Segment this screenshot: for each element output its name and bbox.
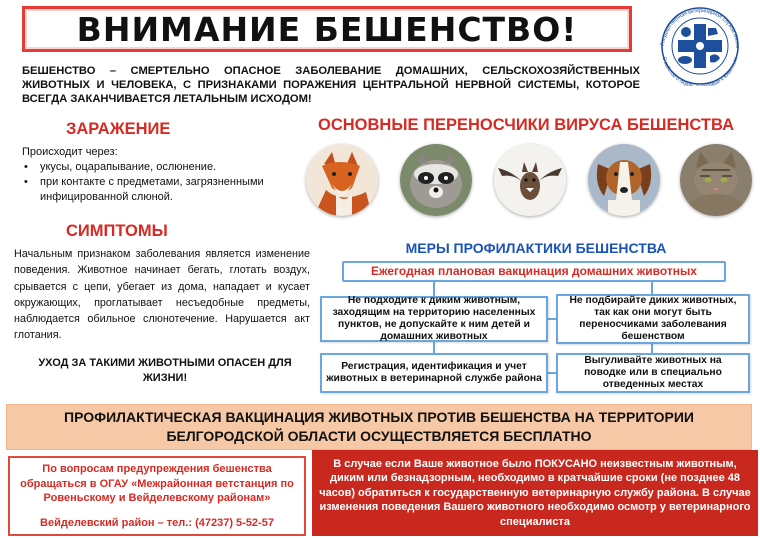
infection-section	[22, 145, 312, 205]
measure-text: Не подбирайте диких животных, так как они могут быть переносчиками заболевания бешенством	[569, 295, 737, 342]
care-warning: УХОД ЗА ТАКИМИ ЖИВОТНЫМИ ОПАСЕН ДЛЯ ЖИЗНИ!	[38, 357, 292, 384]
connector-line	[433, 282, 435, 296]
carriers-photos	[306, 144, 752, 220]
list-item: • укусы, оцарапывание, ослюнение.	[22, 160, 312, 175]
symptoms-text: Начальным признаком заболевания является изменение поведения. Животное начинает бегать, глотать воздух, срывается с цепи, убегает из дома, нападает и кусает окружающих, проглатывает несъедобные предметы, наблюдается обильное слюнотечение. Нарушается акт глотания.	[14, 248, 310, 342]
measure-box	[320, 353, 548, 393]
connector-line	[433, 342, 435, 353]
banner-line: БЕЛГОРОДСКОЙ ОБЛАСТИ ОСУЩЕСТВЛЯЕТСЯ БЕСПЛАТНО	[166, 428, 592, 444]
infection-title: ЗАРАЖЕНИЕ	[66, 120, 171, 138]
bite-notice	[312, 450, 758, 536]
intro-text: БЕШЕНСТВО – СМЕРТЕЛЬНО ОПАСНОЕ ЗАБОЛЕВАНИЕ ДОМАШНИХ, СЕЛЬСКОХОЗЯЙСТВЕННЫХ ЖИВОТНЫХ И ЧЕЛОВЕКА, С ПРИЗНАКАМИ ПОРАЖЕНИЯ ЦЕНТРАЛЬНОЙ НЕРВНОЙ СИСТЕМЫ, КОТОРОЕ ВСЕГДА ЗАКАНЧИВАЕТСЯ ЛЕТАЛЬНЫМ ИСХОДОМ!	[22, 65, 640, 105]
connector-line	[548, 318, 556, 320]
connector-line	[651, 282, 653, 294]
raccoon-photo	[400, 144, 472, 216]
veterinary-emblem-icon	[648, 4, 752, 86]
measure-text: Не подходите к диким животным, заходящим на территорию населенных пунктов, не допускайте к ним детей и домашних животных	[332, 295, 536, 342]
measure-box	[320, 296, 548, 342]
emblem-ring-text-bottom: С заботой о людя овью к животным	[660, 56, 740, 86]
measure-text: Выгуливайте животных на поводке или в специально отведенных местах	[584, 355, 722, 390]
contact-phone: Вейделевский район – тел.: (47237) 5-52-57	[40, 516, 274, 529]
contact-text: По вопросам предупреждения бешенства обращаться в ОГАУ «Межрайонная ветстанция по Ровеньскому и Вейделевскому районам»	[20, 463, 294, 504]
bite-notice-text: В случае если Ваше животное было ПОКУСАНО неизвестным животным, диким или безнадзорным, необходимо в кратчайшие сроки (не позднее 48 часов) обратиться к государственную ветеринарную службу района. В случае изменения поведения Вашего животного необходимо осмотр у ветеринарного специалиста	[319, 457, 751, 528]
list-item: • при контакте с предметами, загрязненными инфицированной слюной.	[22, 175, 312, 205]
title-banner	[22, 6, 632, 52]
dog-photo	[588, 144, 660, 216]
contact-box	[8, 456, 306, 536]
infection-lead: Происходит через:	[22, 146, 118, 158]
connector-line	[548, 372, 556, 374]
emblem-ring-text: Государственная ветеринарная служба Белго	[660, 7, 741, 49]
symptoms-title: СИМПТОМЫ	[66, 222, 168, 240]
measure-box	[556, 353, 750, 393]
banner-line: ПРОФИЛАКТИЧЕСКАЯ ВАКЦИНАЦИЯ ЖИВОТНЫХ ПРОТИВ БЕШЕНСТВА НА ТЕРРИТОРИИ	[64, 409, 694, 425]
prevention-title: МЕРЫ ПРОФИЛАКТИКИ БЕШЕНСТВА	[405, 240, 667, 256]
free-vaccination-banner	[6, 404, 752, 450]
carriers-title: ОСНОВНЫЕ ПЕРЕНОСЧИКИ ВИРУСА БЕШЕНСТВА	[318, 116, 734, 134]
infection-list	[22, 160, 312, 205]
measure-box	[556, 294, 750, 344]
page-title: ВНИМАНИЕ БЕШЕНСТВО!	[76, 9, 578, 49]
bat-photo	[494, 144, 566, 216]
vaccination-box: Ежегодная плановая вакцинация домашних животных	[342, 261, 726, 282]
fox-photo	[306, 144, 378, 216]
connector-line	[651, 344, 653, 353]
cat-photo	[680, 144, 752, 216]
measure-text: Регистрация, идентификация и учет животных в ветеринарной службе района	[326, 361, 542, 384]
